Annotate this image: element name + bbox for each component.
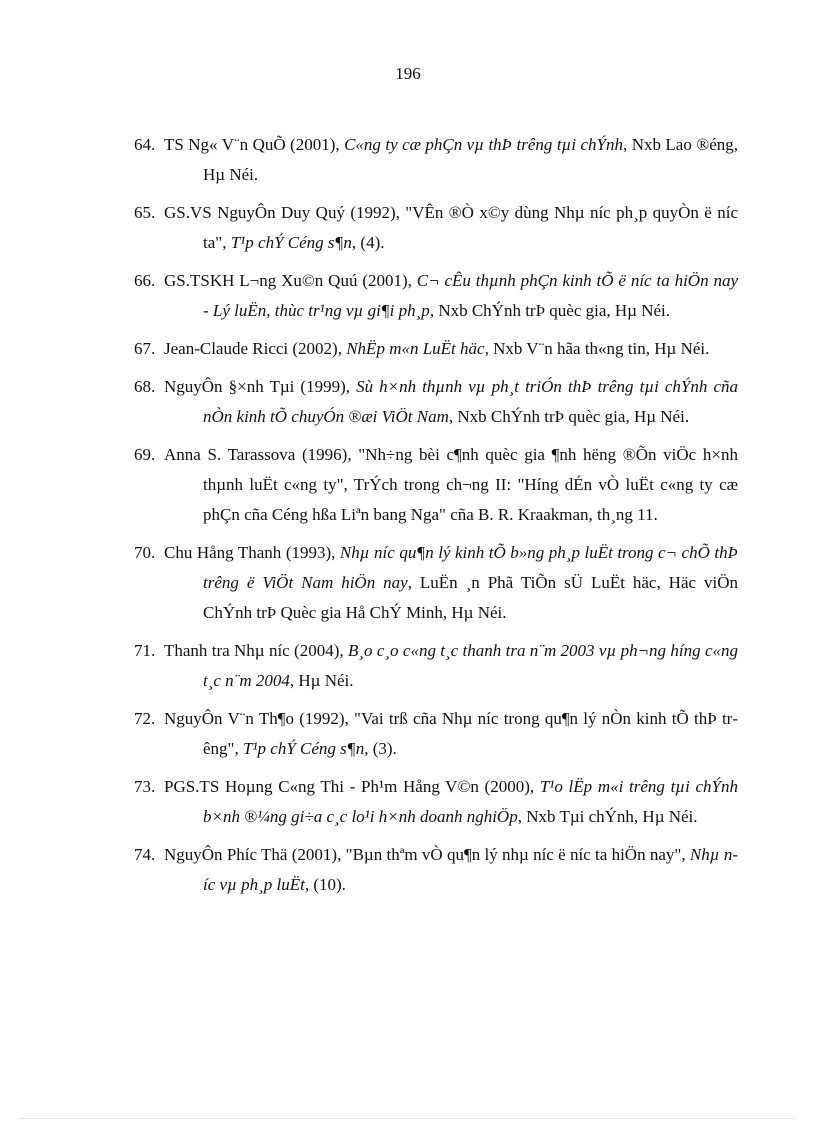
- reference-publisher: , Hµ Néi.: [289, 671, 354, 690]
- reference-number: 73.: [134, 777, 156, 796]
- reference-authors: Anna S. Tarassova (1996), "Nh÷ng bèi c¶nh quèc gia ¶nh hëng ®Õn viÖc h×nh thµnh luËt c«ng ty", TrÝch trong ch¬ng II: "Híng dÉn vÒ luËt c«ng ty cæ phÇn cña Céng hßa Liªn bang Nga" cña B. R. Kraakman, th¸ng 11.: [164, 445, 738, 524]
- reference-authors: PGS.TS Hoµng C«ng Thi - Ph¹m Hång V©n (2000),: [164, 777, 540, 796]
- reference-title: Sù h×nh thµnh vµ ph¸t triÓn thÞ trêng tµi chÝnh cña nÒn kinh tÕ chuyÓn ®æi ViÖt Nam: [203, 377, 738, 426]
- reference-number: 72.: [134, 709, 156, 728]
- reference-authors: GS.VS NguyÔn Duy Quý (1992), "VÊn ®Ò x©y dùng Nhµ níc ph¸p quyÒn ë níc ta",: [164, 203, 738, 252]
- reference-number: 69.: [134, 445, 156, 464]
- reference-title: T¹p chÝ Céng s¶n: [230, 233, 352, 252]
- reference-item: [134, 440, 738, 530]
- reference-number: 66.: [134, 271, 156, 290]
- reference-publisher: , Nxb ChÝnh trÞ quèc gia, Hµ Néi.: [429, 301, 671, 320]
- reference-item: [134, 198, 738, 258]
- reference-title: Nhµ níc qu¶n lý kinh tÕ b»ng ph¸p luËt trong c¬ chÕ thÞ trêng ë ViÖt Nam hiÖn nay: [203, 543, 738, 592]
- reference-publisher: , Nxb V¨n hãa th«ng tin, Hµ Néi.: [484, 339, 710, 358]
- reference-publisher: , Nxb ChÝnh trÞ quèc gia, Hµ Néi.: [448, 407, 690, 426]
- reference-item: [134, 636, 738, 696]
- reference-title: NhËp m«n LuËt häc: [346, 339, 485, 358]
- reference-publisher: , (3).: [364, 739, 397, 758]
- reference-number: 67.: [134, 339, 156, 358]
- reference-publisher: , Nxb Lao ®éng, Hµ Néi.: [203, 135, 739, 184]
- reference-publisher: , (10).: [304, 875, 346, 894]
- reference-title: C«ng ty cæ phÇn vµ thÞ trêng tµi chÝnh: [344, 135, 624, 154]
- reference-title: C¬ cÊu thµnh phÇn kinh tÕ ë níc ta hiÖn nay - Lý luËn, thùc tr¹ng vµ gi¶i ph¸p: [203, 271, 739, 320]
- reference-item: [134, 130, 738, 190]
- reference-authors: Chu Hång Thanh (1993),: [164, 543, 340, 562]
- reference-item: [134, 372, 738, 432]
- reference-number: 68.: [134, 377, 156, 396]
- reference-authors: TS Ng« V¨n QuÕ (2001),: [164, 135, 345, 154]
- reference-item: [134, 840, 738, 900]
- reference-authors: NguyÔn V¨n Th¶o (1992), "Vai trß cña Nhµ níc trong qu¶n lý nÒn kinh tÕ thÞ trêng",: [164, 709, 738, 758]
- page-number: 196: [395, 64, 421, 83]
- reference-publisher: , (4).: [351, 233, 385, 252]
- reference-list: [134, 130, 738, 908]
- reference-title: Nhµ níc vµ ph¸p luËt: [203, 845, 739, 894]
- reference-title: T¹o lËp m«i trêng tµi chÝnh b×nh ®¼ng gi÷a c¸c lo¹i h×nh doanh nghiÖp: [203, 777, 738, 826]
- reference-authors: Jean-Claude Ricci (2002),: [164, 339, 347, 358]
- reference-authors: GS.TSKH L¬ng Xu©n Quú (2001),: [164, 271, 417, 290]
- reference-authors: NguyÔn Phíc Thä (2001), "Bµn thªm vÒ qu¶n lý nhµ níc ë níc ta hiÖn nay",: [164, 845, 690, 864]
- reference-authors: NguyÔn §×nh Tµi (1999),: [164, 377, 357, 396]
- reference-number: 74.: [134, 845, 156, 864]
- reference-item: [134, 704, 738, 764]
- reference-title: T¹p chÝ Céng s¶n: [243, 739, 365, 758]
- reference-item: [134, 772, 738, 832]
- reference-publisher: , Nxb Tµi chÝnh, Hµ Néi.: [517, 807, 698, 826]
- reference-authors: Thanh tra Nhµ níc (2004),: [164, 641, 348, 660]
- reference-item: [134, 266, 738, 326]
- reference-item: [134, 334, 738, 364]
- page-bottom-divider: [20, 1118, 796, 1119]
- reference-number: 70.: [134, 543, 156, 562]
- reference-number: 71.: [134, 641, 156, 660]
- reference-number: 64.: [134, 135, 156, 154]
- reference-item: [134, 538, 738, 628]
- reference-publisher: , LuËn ¸n Phã TiÕn sÜ LuËt häc, Häc viÖn ChÝnh trÞ Quèc gia Hå ChÝ Minh, Hµ Néi.: [203, 573, 738, 622]
- reference-title: B¸o c¸o c«ng t¸c thanh tra n¨m 2003 vµ ph¬ng híng c«ng t¸c n¨m 2004: [203, 641, 738, 690]
- reference-number: 65.: [134, 203, 156, 222]
